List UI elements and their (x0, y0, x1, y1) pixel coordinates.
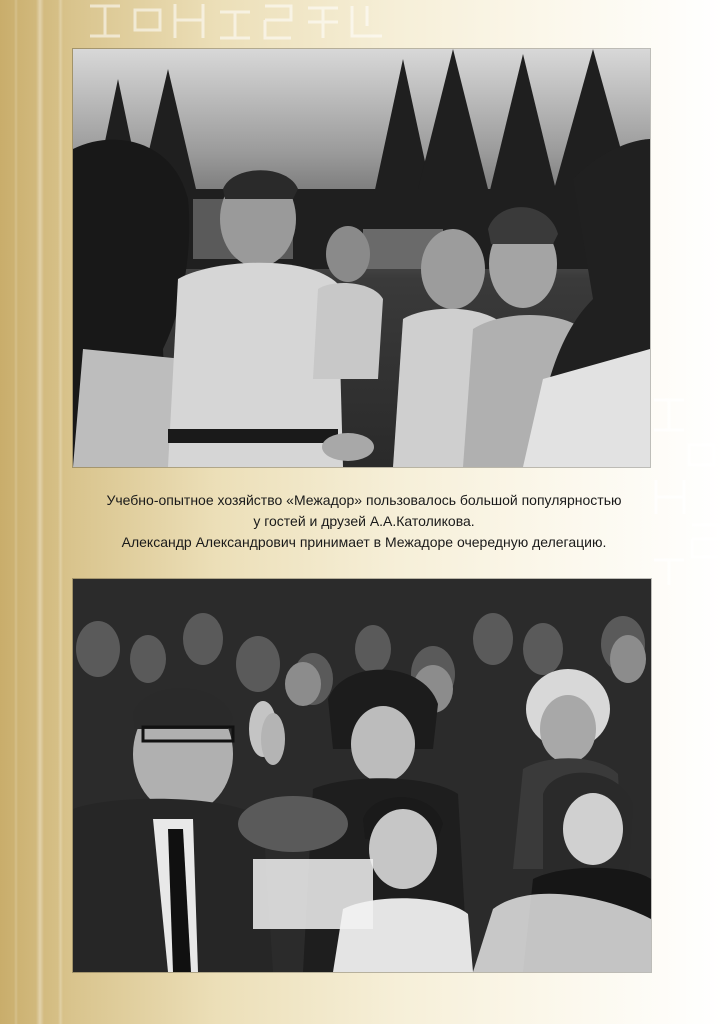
photo-caption (40, 490, 688, 553)
caption-line-3: Александр Александрович принимает в Межадоре очередную делегацию. (121, 534, 607, 550)
background-stripe-left (14, 0, 18, 1024)
photo-audience-hall (73, 579, 651, 972)
caption-line-2: у гостей и друзей А.А.Католикова. (253, 513, 475, 529)
photo-handshake-forest (73, 49, 650, 467)
caption-line-1: Учебно-опытное хозяйство «Межадор» пользовалось большой популярностью (106, 492, 622, 508)
decorative-glyph-pattern-top (80, 0, 400, 48)
